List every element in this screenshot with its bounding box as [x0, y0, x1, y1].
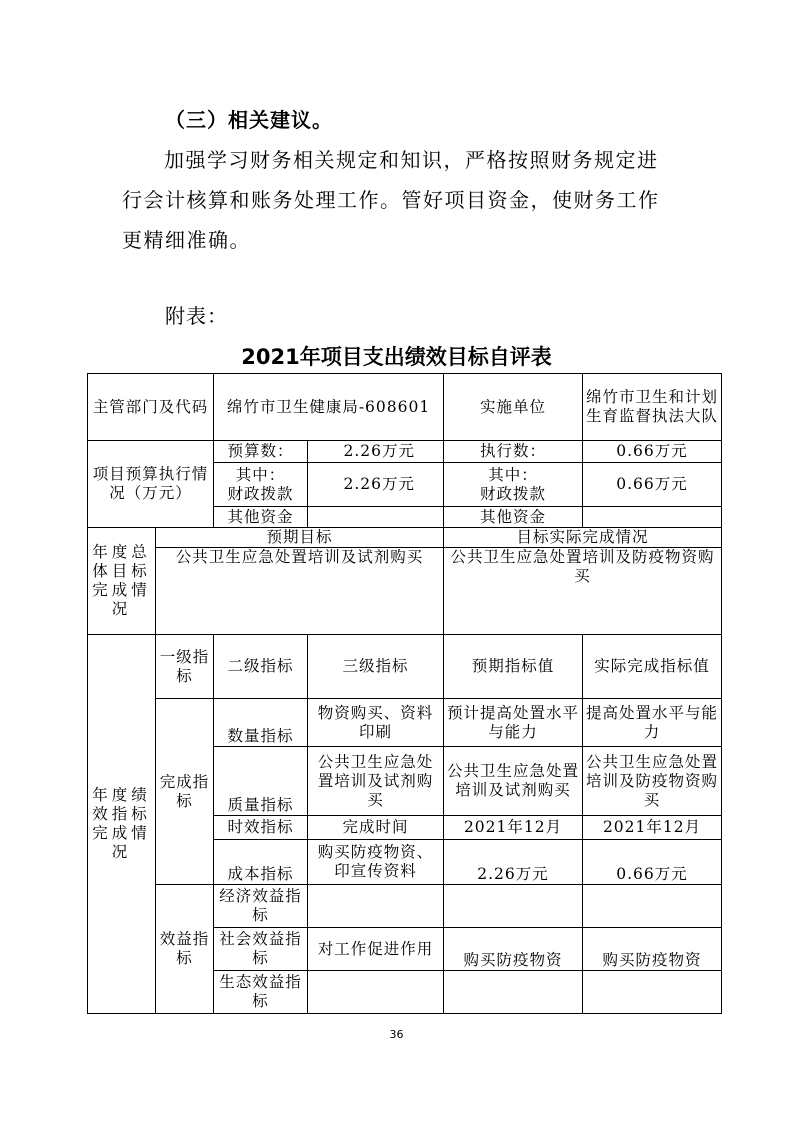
- output-expected: 2021年12月: [444, 816, 583, 840]
- annual-goal-label: 年度总体目标完成情况: [88, 528, 156, 635]
- benefit-actual: [583, 885, 722, 928]
- benefit-expected: 购买防疫物资: [444, 928, 583, 971]
- exec-amount-value: 0.66万元: [583, 441, 722, 463]
- appendix-label: 附表：: [165, 304, 228, 328]
- col-level1: 一级指标: [156, 635, 214, 699]
- output-level2: 质量指标: [214, 747, 308, 816]
- output-level3: 物资购买、资料印刷: [308, 699, 444, 747]
- fiscal-budget-value: 2.26万元: [308, 463, 444, 507]
- exec-amount-label: 执行数：: [444, 441, 583, 463]
- fiscal-exec-value: 0.66万元: [583, 463, 722, 507]
- benefit-level3: [308, 885, 444, 928]
- other-funds-label: 其他资金: [214, 507, 308, 528]
- of-which-label: 其中：: [488, 465, 538, 484]
- output-actual: 0.66万元: [583, 840, 722, 885]
- dept-label: 主管部门及代码: [88, 374, 214, 441]
- output-actual: 提高处置水平与能力: [583, 699, 722, 747]
- col-expected-value: 预期指标值: [444, 635, 583, 699]
- fiscal-label: 财政拨款: [480, 484, 547, 503]
- actual-goal-text: 公共卫生应急处置培训及防疫物资购买: [444, 548, 722, 635]
- expected-goal-text: 公共卫生应急处置培训及试剂购买: [156, 548, 444, 635]
- other-funds-exec-label: 其他资金: [444, 507, 583, 528]
- output-level2: 时效指标: [214, 816, 308, 840]
- output-label: 完成指标: [156, 699, 214, 885]
- output-level3: 完成时间: [308, 816, 444, 840]
- fiscal-label-cell: [214, 463, 308, 507]
- benefit-level3: [308, 971, 444, 1014]
- impl-value: 绵竹市卫生和计划生育监督执法大队: [583, 374, 722, 441]
- benefit-level3: 对工作促进作用: [308, 928, 444, 971]
- output-expected: 公共卫生应急处置培训及试剂购买: [444, 747, 583, 816]
- budget-amount-value: 2.26万元: [308, 441, 444, 463]
- output-expected: 预计提高处置水平与能力: [444, 699, 583, 747]
- benefit-level2: 生态效益指标: [214, 971, 308, 1014]
- budget-amount-label: 预算数：: [214, 441, 308, 463]
- output-actual: 公共卫生应急处置培训及防疫物资购买: [583, 747, 722, 816]
- output-level2: 成本指标: [214, 840, 308, 885]
- section-paragraph: 加强学习财务相关规定和知识，严格按照财务规定进行会计核算和账务处理工作。管好项目资金，使财务工作更精细准确。: [122, 148, 660, 252]
- table-row: [88, 885, 722, 928]
- col-actual-value: 实际完成指标值: [583, 635, 722, 699]
- table-row: [88, 699, 722, 747]
- page-number: 36: [389, 1028, 404, 1041]
- impl-label: 实施单位: [444, 374, 583, 441]
- col-level2: 二级指标: [214, 635, 308, 699]
- other-funds-budget-value: [308, 507, 444, 528]
- benefit-expected: [444, 885, 583, 928]
- benefit-actual: [583, 971, 722, 1014]
- benefit-label: 效益指标: [156, 885, 214, 1014]
- benefit-level2: 社会效益指标: [214, 928, 308, 971]
- performance-table: [87, 373, 722, 1014]
- section-heading: （三）相关建议。: [165, 108, 333, 132]
- output-level3: 公共卫生应急处置培训及试剂购买: [308, 747, 444, 816]
- indicator-section-label: 年度绩效指标完成情况: [88, 635, 156, 1014]
- dept-value: 绵竹市卫生健康局-608601: [214, 374, 444, 441]
- output-level2: 数量指标: [214, 699, 308, 747]
- output-expected: 2.26万元: [444, 840, 583, 885]
- of-which-label: 其中：: [235, 465, 286, 484]
- table-title: 2021年项目支出绩效目标自评表: [241, 345, 552, 369]
- budget-label: 项目预算执行情况（万元）: [88, 441, 214, 528]
- benefit-expected: [444, 971, 583, 1014]
- benefit-actual: 购买防疫物资: [583, 928, 722, 971]
- benefit-level2: 经济效益指标: [214, 885, 308, 928]
- output-actual: 2021年12月: [583, 816, 722, 840]
- actual-goal-header: 目标实际完成情况: [444, 528, 722, 548]
- output-level3: 购买防疫物资、印宣传资料: [308, 840, 444, 885]
- other-funds-exec-value: [583, 507, 722, 528]
- expected-goal-header: 预期目标: [156, 528, 444, 548]
- fiscal-exec-label-cell: [444, 463, 583, 507]
- col-level3: 三级指标: [308, 635, 444, 699]
- fiscal-label: 财政拨款: [227, 484, 294, 503]
